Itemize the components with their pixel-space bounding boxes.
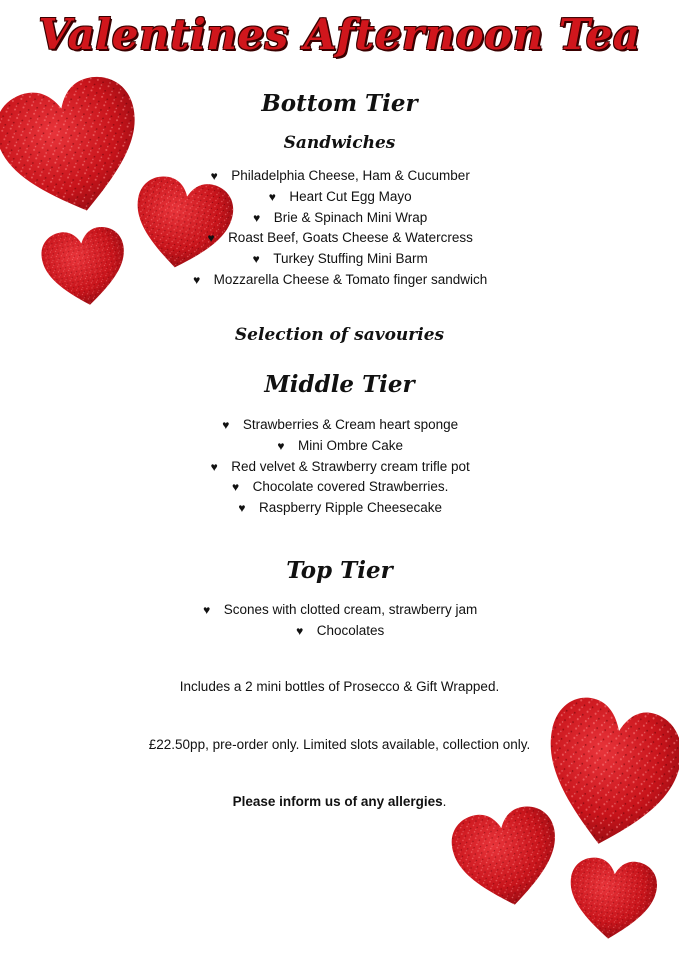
list-item: ♥ Chocolate covered Strawberries.	[0, 477, 679, 498]
glitter-heart-decoration	[566, 856, 658, 946]
heart-bullet-icon: ♥	[252, 252, 260, 267]
list-item: ♥ Scones with clotted cream, strawberry jam	[0, 600, 679, 621]
page-title: Valentines Afternoon Tea	[38, 10, 641, 59]
list-item: ♥ Red velvet & Strawberry cream trifle pot	[0, 457, 679, 478]
list-item: ♥ Strawberries & Cream heart sponge	[0, 415, 679, 436]
allergies-text: Please inform us of any allergies	[232, 794, 443, 809]
heart-bullet-icon: ♥	[268, 189, 276, 204]
heart-bullet-icon: ♥	[193, 272, 201, 287]
heart-bullet-icon: ♥	[277, 438, 285, 453]
list-item: ♥ Roast Beef, Goats Cheese & Watercress	[0, 228, 679, 249]
glitter-heart-decoration	[448, 806, 566, 914]
heart-bullet-icon: ♥	[203, 603, 211, 617]
heart-bullet-icon: ♥	[222, 418, 230, 432]
allergies-note	[0, 794, 679, 809]
heart-bullet-icon: ♥	[210, 459, 218, 474]
allergies-period: .	[442, 794, 447, 809]
heart-bullet-icon: ♥	[232, 480, 240, 495]
list-item: ♥ Philadelphia Cheese, Ham & Cucumber	[0, 166, 679, 187]
bottom-tier-heading: Bottom Tier	[261, 90, 418, 117]
middle-tier-list	[0, 415, 679, 519]
heart-bullet-icon: ♥	[207, 231, 215, 246]
heart-bullet-icon: ♥	[253, 210, 261, 225]
sandwich-list	[0, 166, 679, 291]
top-tier-list	[0, 600, 679, 642]
list-item: ♥ Turkey Stuffing Mini Barm	[0, 249, 679, 270]
list-item: ♥ Heart Cut Egg Mayo	[0, 187, 679, 208]
price-note: £22.50pp, pre-order only. Limited slots available, collection only.	[148, 737, 531, 752]
includes-note: Includes a 2 mini bottles of Prosecco & Gift Wrapped.	[179, 679, 500, 694]
savouries-subheading: Selection of savouries	[234, 325, 445, 345]
top-tier-heading: Top Tier	[286, 557, 393, 584]
list-item: ♥ Chocolates	[0, 621, 679, 642]
sandwiches-subheading: Sandwiches	[283, 133, 396, 153]
heart-bullet-icon: ♥	[210, 169, 218, 183]
middle-tier-heading: Middle Tier	[264, 371, 415, 398]
list-item: ♥ Mini Ombre Cake	[0, 436, 679, 457]
heart-bullet-icon: ♥	[238, 501, 246, 516]
list-item: ♥ Mozzarella Cheese & Tomato finger sandwich	[0, 270, 679, 291]
list-item: ♥ Raspberry Ripple Cheesecake	[0, 498, 679, 519]
heart-bullet-icon: ♥	[296, 623, 304, 638]
list-item: ♥ Brie & Spinach Mini Wrap	[0, 208, 679, 229]
